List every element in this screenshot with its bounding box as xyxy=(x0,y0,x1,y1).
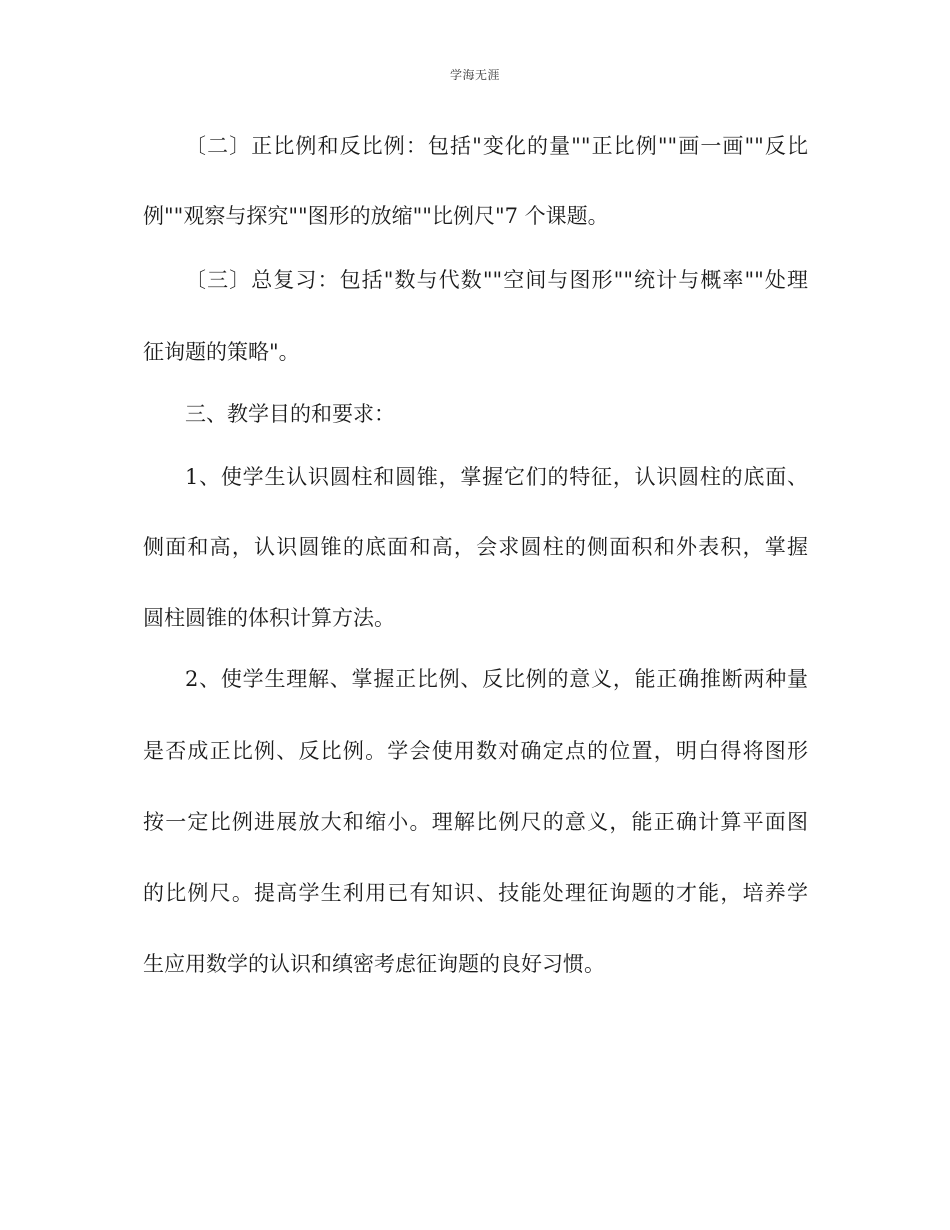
paragraph-line: 是否成正比例、反比例。学会使用数对确定点的位置，明白得将图形 xyxy=(143,739,808,763)
paragraph-line: 征询题的策略"。 xyxy=(143,340,300,364)
paragraph-line: 按一定比例进展放大和缩小。理解比例尺的意义，能正确计算平面图 xyxy=(143,810,808,834)
paragraph-line: 例""观察与探究""图形的放缩""比例尺"7 个课题。 xyxy=(143,204,609,228)
paragraph-line: 的比例尺。提高学生利用已有知识、技能处理征询题的才能，培养学 xyxy=(143,881,808,905)
paragraph-line: 〔三〕总复习：包括"数与代数""空间与图形""统计与概率""处理 xyxy=(185,268,808,292)
page-header: 学海无涯 xyxy=(449,68,500,82)
paragraph-line: 2、使学生理解、掌握正比例、反比例的意义，能正确推断两种量 xyxy=(185,667,808,691)
section-heading: 三、教学目的和要求： xyxy=(185,402,395,426)
paragraph-line: 〔二〕正比例和反比例：包括"变化的量""正比例""画一画""反比 xyxy=(185,134,808,158)
paragraph-line: 生应用数学的认识和缜密考虑征询题的良好习惯。 xyxy=(143,952,605,976)
paragraph-line: 侧面和高，认识圆锥的底面和高，会求圆柱的侧面积和外表积，掌握 xyxy=(143,535,808,559)
paragraph-line: 圆柱圆锥的体积计算方法。 xyxy=(143,606,395,630)
paragraph-line: 1、使学生认识圆柱和圆锥，掌握它们的特征，认识圆柱的底面、 xyxy=(185,465,808,489)
